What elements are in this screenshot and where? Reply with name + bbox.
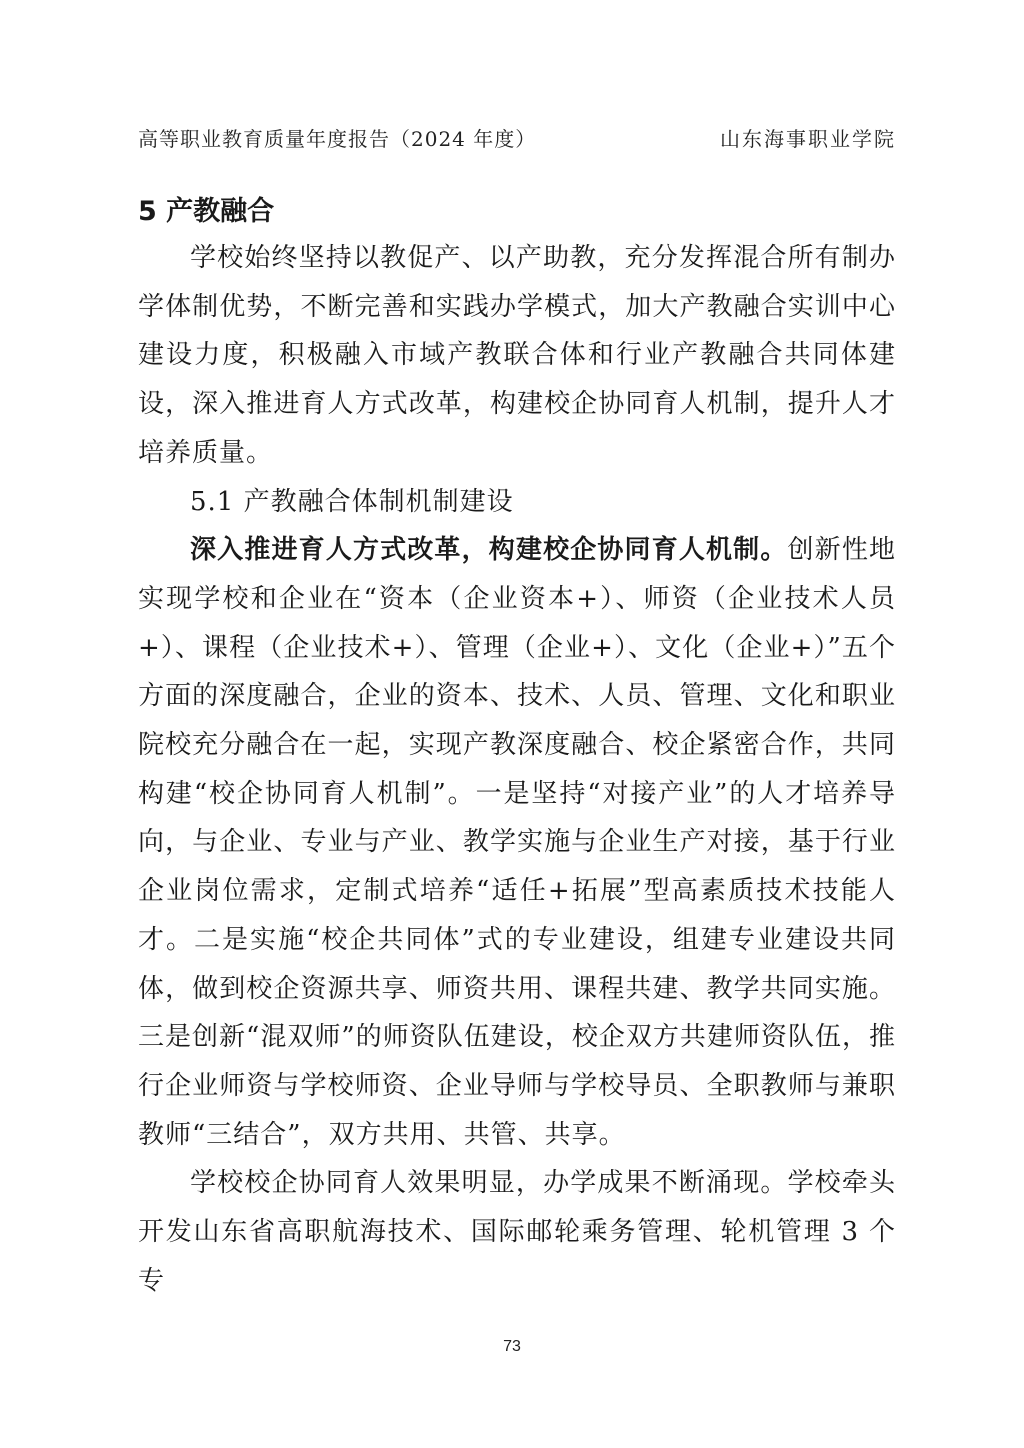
- body-paragraph-1: [138, 526, 896, 1159]
- header-divider: [138, 158, 896, 159]
- paragraph-body-text: 创新性地实现学校和企业在“资本（企业资本+）、师资（企业技术人员+）、课程（企业技术+）、管理（企业+）、文化（企业+）”五个方面的深度融合，企业的资本、技术、人员、管理、文化和职业院校充分融合在一起，实现产教深度融合、校企紧密合作，共同构建“校企协同育人机制”。一是坚持“对接产业”的人才培养导向，与企业、专业与产业、教学实施与企业生产对接，基于行业企业岗位需求，定制式培养“适任+拓展”型高素质技术技能人才。二是实施“校企共同体”式的专业建设，组建专业建设共同体，做到校企资源共享、师资共用、课程共建、教学共同实施。三是创新“混双师”的师资队伍建设，校企双方共建师资队伍，推行企业师资与学校师资、企业导师与学校导员、全职教师与兼职教师“三结合”，双方共用、共管、共享。: [138, 535, 896, 1150]
- institution-name: 山东海事职业学院: [720, 127, 896, 151]
- subsection-heading: 5.1 产教融合体制机制建设: [190, 486, 514, 517]
- page-body: [138, 190, 896, 1305]
- section-heading: 5 产教融合: [138, 196, 275, 227]
- report-title: 高等职业教育质量年度报告（2024 年度）: [138, 127, 537, 151]
- page-number: 73: [503, 1338, 521, 1355]
- intro-paragraph: 学校始终坚持以教促产、以产助教，充分发挥混合所有制办学体制优势，不断完善和实践办学模式，加大产教融合实训中心建设力度，积极融入市域产教联合体和行业产教融合共同体建设，深入推进育人方式改革，构建校企协同育人机制，提升人才培养质量。: [138, 243, 896, 468]
- paragraph-lead-bold: 深入推进育人方式改革，构建校企协同育人机制。: [190, 535, 788, 566]
- running-header: [138, 122, 896, 156]
- body-paragraph-2: 学校校企协同育人效果明显，办学成果不断涌现。学校牵头开发山东省高职航海技术、国际邮轮乘务管理、轮机管理 3 个专: [138, 1168, 896, 1296]
